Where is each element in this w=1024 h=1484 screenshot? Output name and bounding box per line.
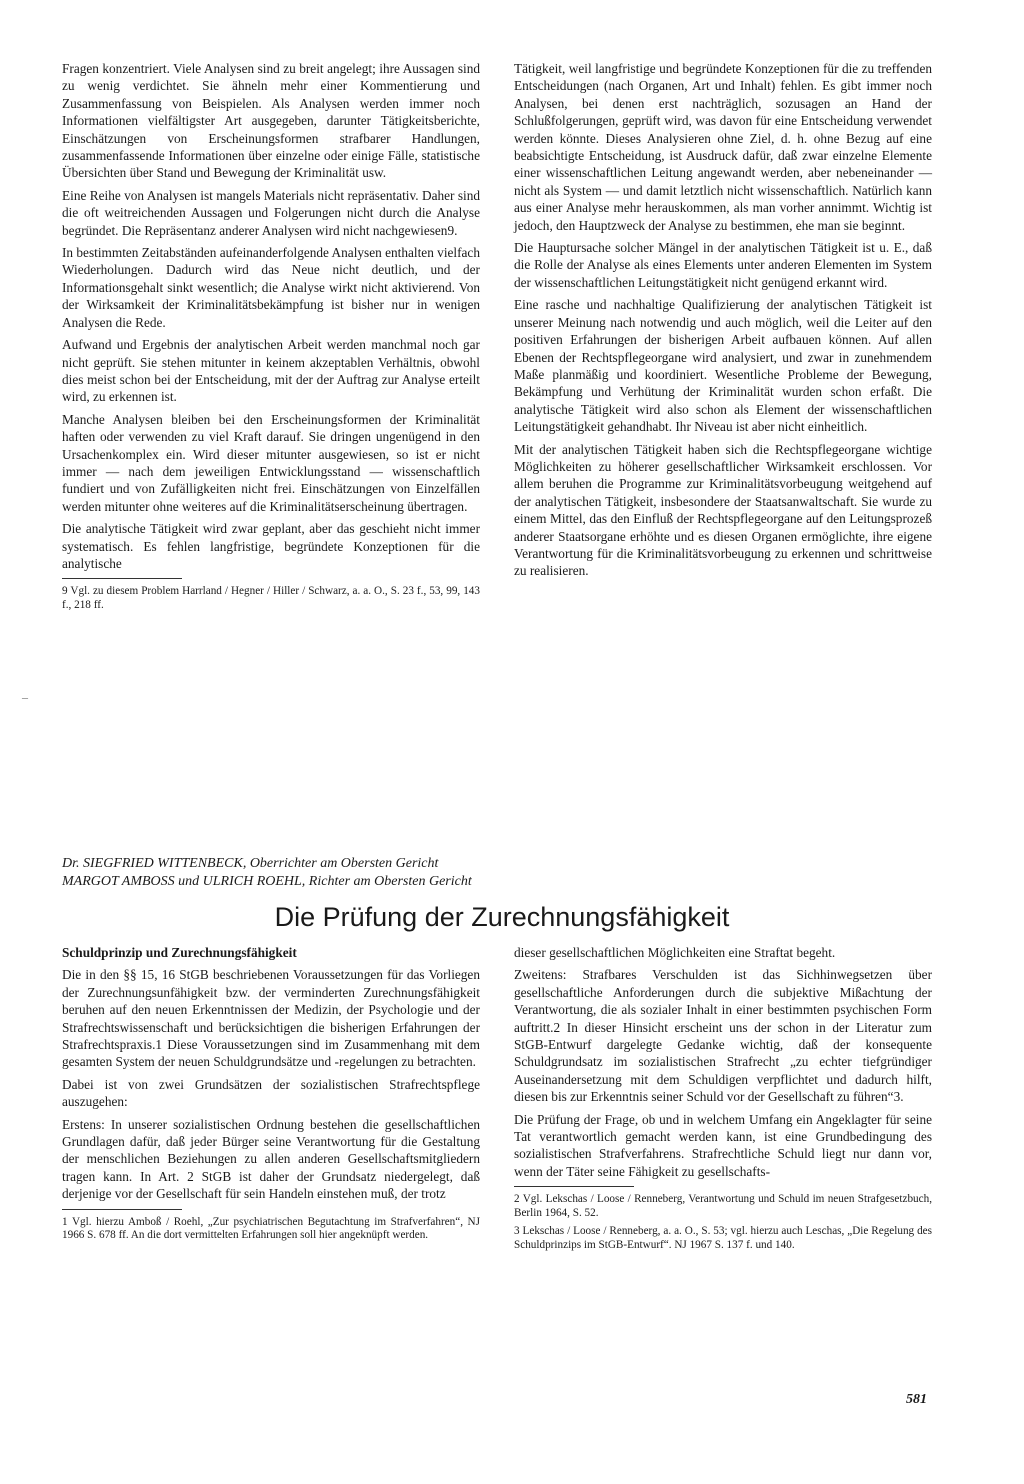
paragraph: Eine Reihe von Analysen ist mangels Materials nicht repräsentativ. Daher sind die oft weitreichenden Aussagen und Folgerungen nicht durch die Analyse begründet. Die Repräsentanz anderer Analysen wird nicht nachgewiesen9. [62, 187, 480, 238]
footnote-rule [514, 1186, 634, 1187]
paragraph: Eine rasche und nachhaltige Qualifizierung der analytischen Tätigkeit ist unserer Meinung nach notwendig und auch möglich, weil die Leiter auf den positiven Erfahrungen der bisherigen Arbeit aufbauen können. Auf allen Ebenen der Rechtspflegeorgane wird analysiert, und zwar in zunehmendem Maße planmäßig und koordiniert. Wesentliche Probleme der Bewegung, Bekämpfung und Verhütung der Kriminalität wurden schon erfaßt. Die analytische Tätigkeit wird also schon als Element der wissenschaftlichen Leitungstätigkeit gehandhabt. Ihr Niveau ist aber nicht einheitlich. [514, 297, 932, 435]
paragraph: Die Prüfung der Frage, ob und in welchem Umfang ein Angeklagter für seine Tat verantwortlich gemacht werden kann, ist eine Grundbedingung des sozialistischen Strafverfahrens. Strafrechtliche Schuld liegt nur dann vor, wenn der Täter seine Fähigkeit zu gesellschafts- [514, 1111, 932, 1179]
paragraph: Die Hauptursache solcher Mängel in der analytischen Tätigkeit ist u. E., daß die Rolle der Analyse als eines Elements unter anderen Elementen im System der wissenschaftlichen Leitungstätigkeit nicht genügend erkannt wird. [514, 240, 932, 290]
footnote: 1 Vgl. hierzu Amboß / Roehl, „Zur psychiatrischen Begutachtung im Strafverfahren“, NJ 1966 S. 678 ff. An die dort vermittelten Erfahrungen soll hier angeknüpft werden. [62, 1215, 480, 1242]
paragraph: Die in den §§ 15, 16 StGB beschriebenen Voraussetzungen für das Vorliegen der Zurechnungsunfähigkeit bzw. der verminderten Zurechnungsfähigkeit beruhen auf den neuen Erkenntnissen der Medizin, der Psychologie und der Strafrechtswissenschaft und berücksichtigen die bisherigen Erfahrungen der Strafrechtspraxis.1 Diese Voraussetzungen sind im Zusammenhang mit dem gesamten System der neuen Schuldgrundsätze und -regelungen zu betrachten. [62, 967, 480, 1070]
author-line: MARGOT AMBOSS und ULRICH ROEHL, Richter am Obersten Gericht [62, 874, 472, 889]
bottom-right-column [514, 944, 932, 1258]
margin-mark: – [22, 690, 28, 704]
paragraph: Zweitens: Strafbares Verschulden ist das Sichhinwegsetzen über gesellschaftliche Anforderungen durch die subjektive Mißachtung der Verantwortung, die als sozialer Inhalt in einer bestimmten psychischen Form auftritt.2 In dieser Hinsicht erscheint uns der schon in der Literatur zum StGB-Entwurf dargelegte Gedanke wichtig, daß der konsequente Schuldgrundsatz im sozialistischen Strafrecht „zu echter tiefgründiger Auseinandersetzung mit dem Schuldigen verpflichtet und dadurch hilft, diesen bis zur Erkenntnis seiner Schuld vor der Gesellschaft zu führen“3. [514, 967, 932, 1105]
footnote-rule [62, 1209, 182, 1210]
author-line: Dr. SIEGFRIED WITTENBECK, Oberrichter am Obersten Gericht [62, 856, 439, 871]
paragraph: Die analytische Tätigkeit wird zwar geplant, aber das geschieht nicht immer systematisch. Es fehlen langfristige, begründete Konzeptionen für die analytische [62, 521, 480, 571]
bottom-left-column [62, 944, 480, 1248]
paragraph: dieser gesellschaftlichen Möglichkeiten eine Straftat begeht. [514, 945, 836, 960]
paragraph: Erstens: In unserer sozialistischen Ordnung bestehen die gesellschaftlichen Grundlagen dafür, daß jeder Bürger seine Verantwortung für die Gestaltung der menschlichen Beziehungen zu allen anderen Gesellschaftsmitgliedern tragen kann. In Art. 2 StGB ist daher der Grundsatz niedergelegt, daß derjenige vor der Gesellschaft für sein Handeln einstehen muß, der trotz [62, 1116, 480, 1202]
footnote: 3 Lekschas / Loose / Renneberg, a. a. O., S. 53; vgl. hierzu auch Leschas, „Die Regelung des Schuldprinzips im StGB-Entwurf“. NJ 1967 S. 137 f. und 140. [514, 1225, 932, 1252]
paragraph: Aufwand und Ergebnis der analytischen Arbeit werden manchmal noch gar nicht geprüft. Sie stehen mitunter in keinem akzeptablen Verhältnis, obwohl dies meist schon bei der Entscheidung, mit der der Auftrag zur Analyse erteilt wird, zu erkennen ist. [62, 337, 480, 405]
top-left-column [62, 60, 480, 618]
footnote-rule [62, 578, 182, 579]
article-authors [62, 855, 962, 891]
footnote: 2 Vgl. Lekschas / Loose / Renneberg, Verantwortung und Schuld im neuen Strafgesetzbuch, Berlin 1964, S. 52. [514, 1193, 932, 1219]
paragraph: In bestimmten Zeitabständen aufeinanderfolgende Analysen enthalten vielfach Wiederholungen. Dadurch wird das Neue nicht deutlich, und der Informationsgehalt sinkt wesentlich; die Analyse wirkt nicht aktivierend. Von der Wirksamkeit der Kriminalitätsbekämpfung ist bisher nur in wenigen Analysen die Rede. [62, 245, 480, 330]
top-right-column [514, 60, 932, 585]
page-number: 581 [906, 1392, 927, 1407]
paragraph: Mit der analytischen Tätigkeit haben sich die Rechtspflegeorgane wichtige Möglichkeiten zu höherer gesellschaftlicher Wirksamkeit erschlossen. Vor allem beruhen die Programme zur Kriminalitätsvorbeugung weitgehend auf der analytischen Tätigkeit, insbesondere der Staatsanwaltschaft. Sie wurde zu einem Mittel, das den Einfluß der Rechtspflegeorgane auf den Leitungsprozeß anderer Staatsorgane erhöhte und es diesen Organen ermöglichte, ihre eigene Verantwortung für die Kriminalitätsvorbeugung zu erkennen und schrittweise zu realisieren. [514, 441, 932, 579]
paragraph: Tätigkeit, weil langfristige und begründete Konzeptionen für die zu treffenden Entscheidungen (nach Organen, Art und Inhalt) fehlen. Es gibt immer noch Analysen, bei denen erst nachträglich, sozusagen an Hand der Schlußfolgerungen, geprüft wird, was davon für eine Entscheidung verwendet werden könnte. Dieses Analysieren ohne Ziel, d. h. ohne Bezug auf eine beabsichtigte Entscheidung, ist Ausdruck dafür, daß zwar einzelne Elemente einer wissenschaftlichen Leitung angewandt werden, aber nebeneinander — nicht als System — und damit letztlich nicht wissenschaftlich. Natürlich kann aus einer Analyse mehr herauskommen, als man vorher annimmt. Wichtig ist jedoch, den Hauptzweck der Analyse zu bestimmen, ehe man sie beginnt. [514, 61, 932, 233]
section-subheading: Schuldprinzip und Zurechnungsfähigkeit [62, 945, 297, 960]
article-title: Die Prüfung der Zurechnungsfähigkeit [274, 902, 730, 932]
paragraph: Manche Analysen bleiben bei den Erscheinungsformen der Kriminalität haften oder verwenden zu viel Kraft darauf. Sie dringen ungenügend in den Ursachenkomplex ein. Wird dieser mitunter ausgewiesen, so ist er nicht immer — nach dem jeweiligen Entwicklungsstand — wissenschaftlich fundiert und von Zufälligkeiten nicht frei. Einschätzungen von Einzelfällen werden mitunter ohne weiteres auf die Kriminalitätserscheinung übertragen. [62, 411, 480, 514]
footnote: 9 Vgl. zu diesem Problem Harrland / Hegner / Hiller / Schwarz, a. a. O., S. 23 f., 53, 99, 143 f., 218 ff. [62, 585, 480, 611]
paragraph: Fragen konzentriert. Viele Analysen sind zu breit angelegt; ihre Aussagen sind zu wenig verdichtet. Sie ähneln mehr einer Kommentierung und Zusammenfassung von Beispielen. Als Analysen werden immer noch Informationen vielfältigster Art ausgegeben, darunter Tätigkeitsberichte, Einschätzungen von Erscheinungsformen strafbarer Handlungen, zusammenfassende Informationen über einzelne oder einige Fälle, statistische Übersichten über Stand und Bewegung der Kriminalität usw. [62, 61, 480, 181]
paragraph: Dabei ist von zwei Grundsätzen der sozialistischen Strafrechtspflege auszugehen: [62, 1076, 480, 1110]
